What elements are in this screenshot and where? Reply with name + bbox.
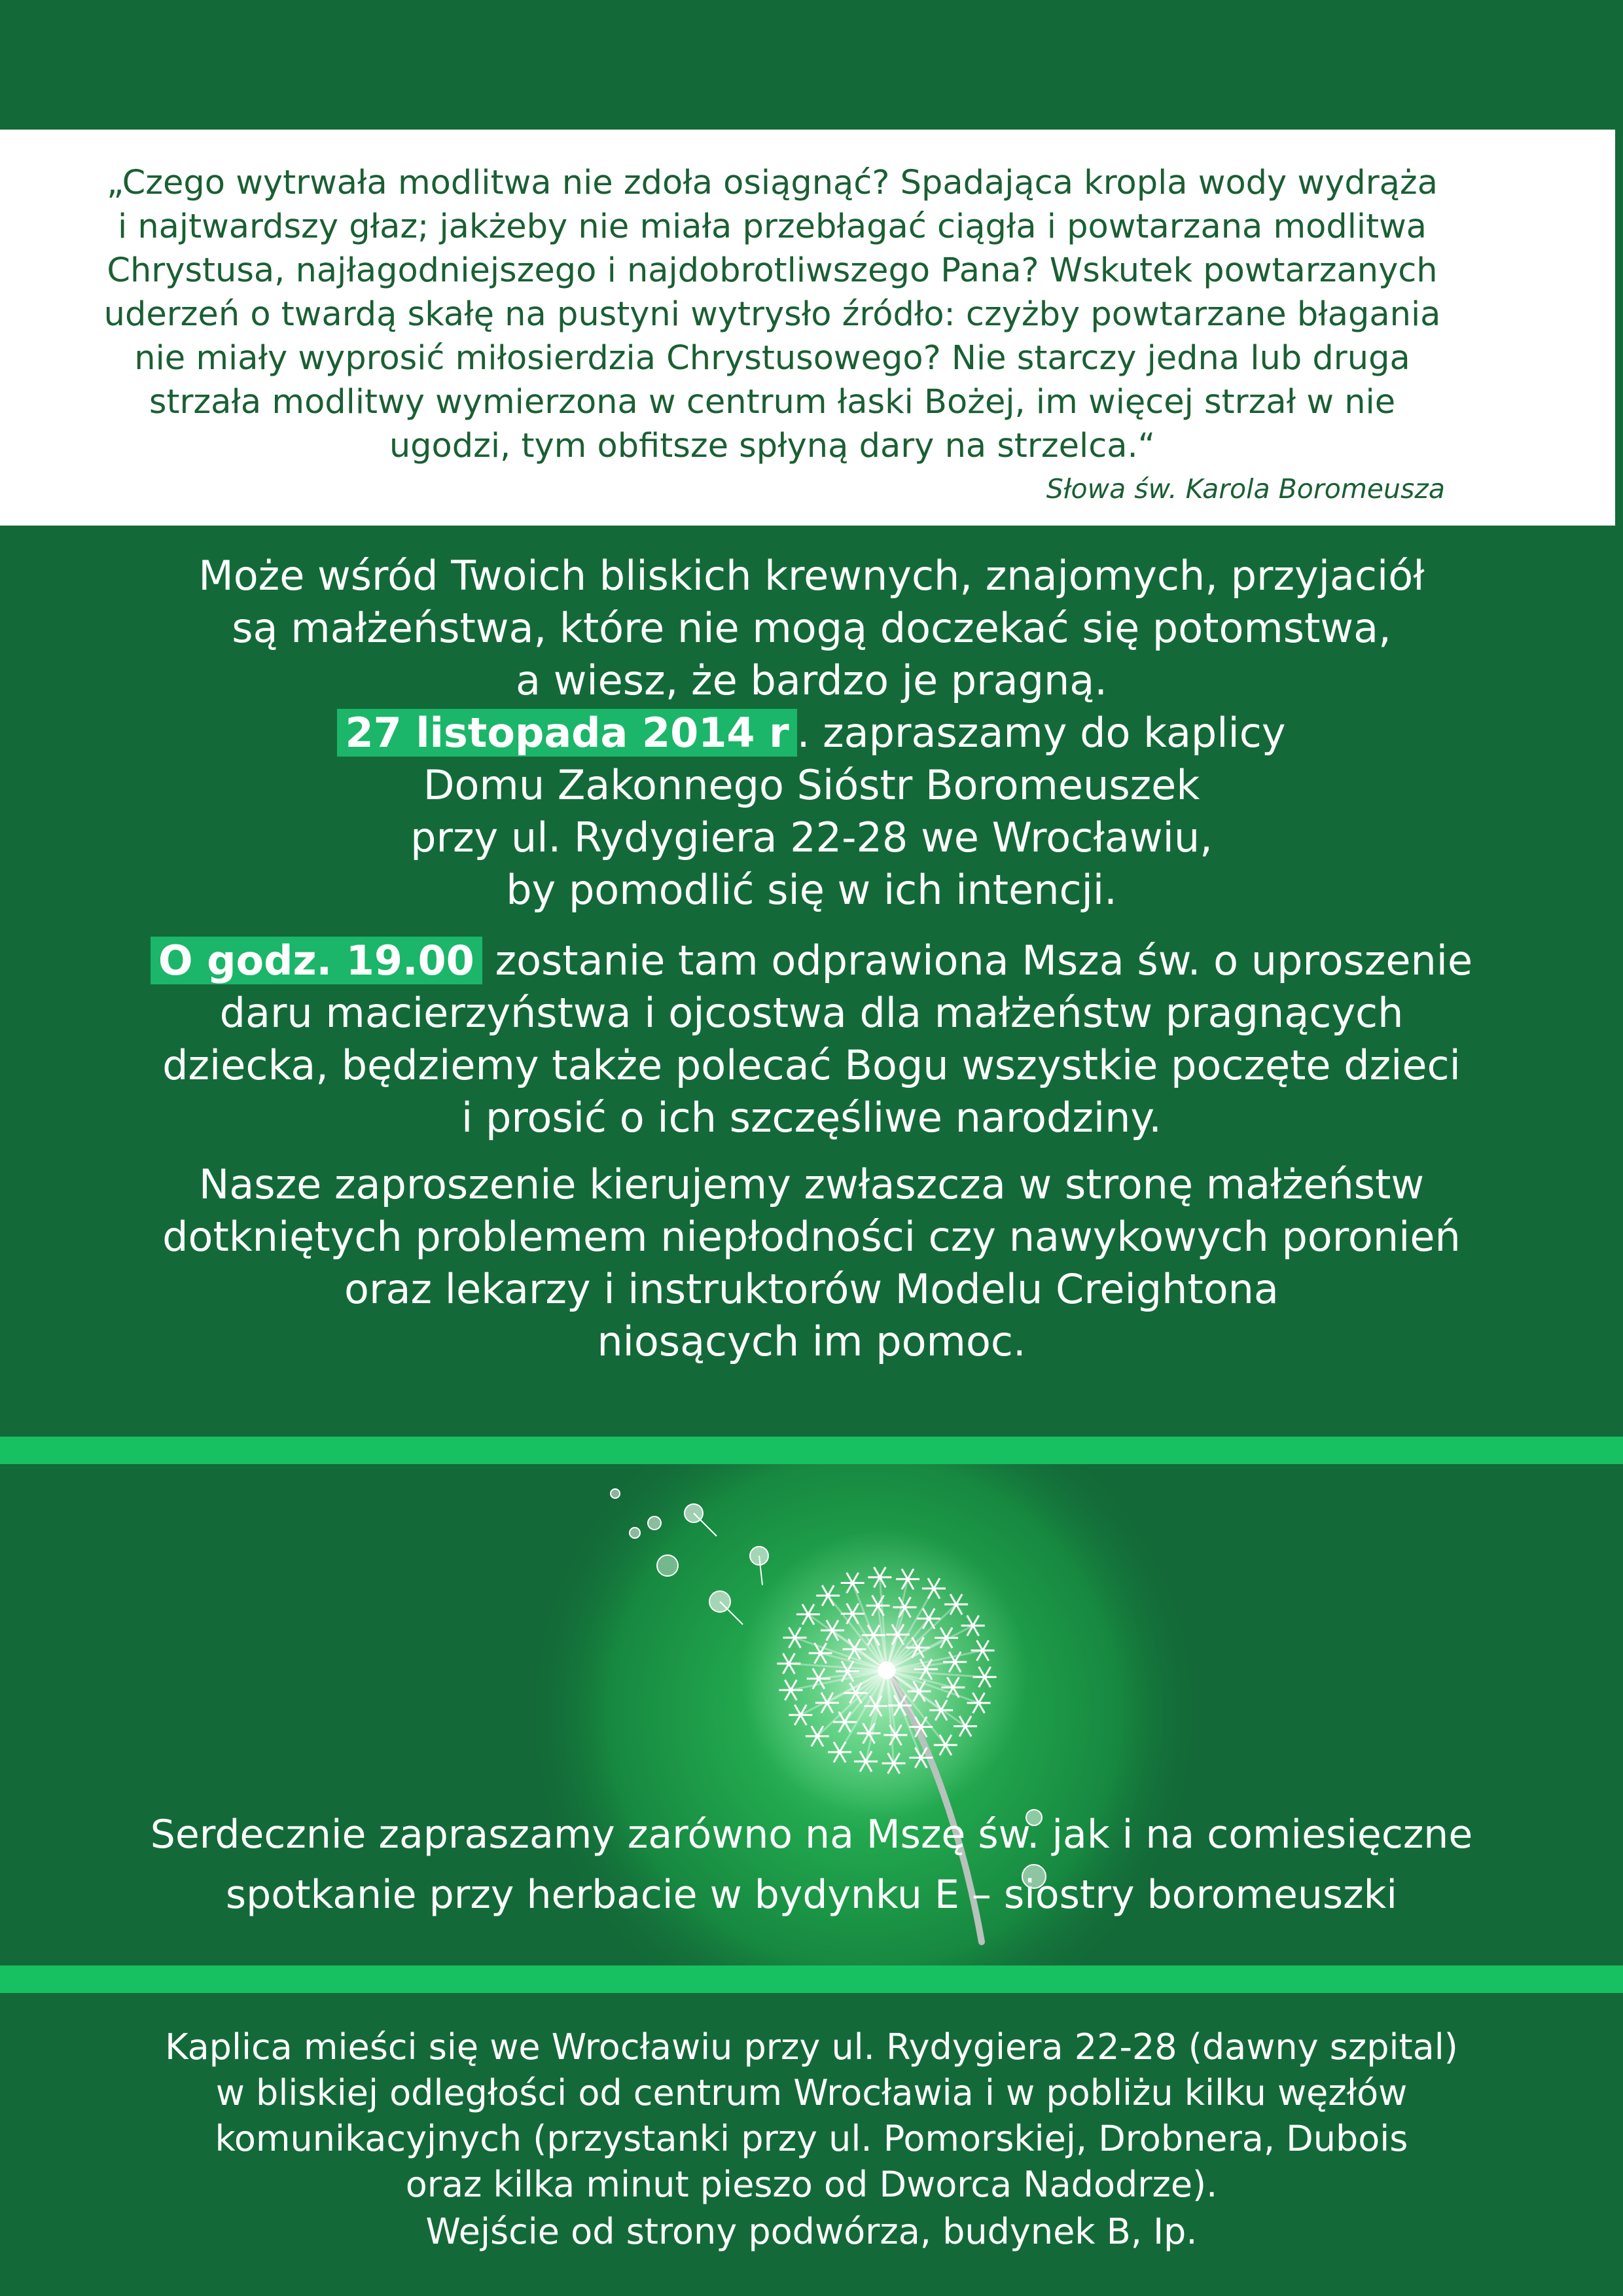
location-line: komunikacyjnych (przystanki przy ul. Pomorskiej, Drobnera, Dubois	[215, 2118, 1408, 2159]
dandelion-section	[0, 1464, 1623, 1965]
top-band	[0, 0, 1623, 130]
invite-line: i prosić o ich szczęśliwe narodziny.	[461, 1094, 1162, 1141]
divider-stripe	[0, 1965, 1623, 1993]
invite-line: Nasze zaproszenie kierujemy zwłaszcza w stronę małżeństw	[198, 1160, 1425, 1208]
entrance-line: Wejście od strony podwórza, budynek B, Ip.	[425, 2211, 1198, 2252]
closing-line: Serdecznie zapraszamy zarówno na Mszę św. jak i na comiesięczne	[150, 1812, 1473, 1857]
quote-text	[65, 161, 1479, 468]
quote-line: Chrystusa, najłagodniejszego i najdobrotliwszego Pana? Wskutek powtarzanych	[107, 251, 1438, 290]
invite-line: zostanie tam odprawiona Msza św. o uproszenie	[482, 937, 1473, 984]
date-highlight: 27 listopada 2014 r	[337, 709, 796, 757]
invite-line: by pomodlić się w ich intencji.	[506, 866, 1117, 914]
invite-line: dotkniętych problemem niepłodności czy nawykowych poronień	[162, 1213, 1461, 1261]
entrance-info	[0, 2209, 1623, 2255]
quote-line: ugodzi, tym obfitsze spłyną dary na strzelca.“	[389, 427, 1156, 465]
divider-stripe	[0, 1437, 1623, 1464]
invitation-text	[0, 550, 1623, 1368]
invite-line: . zapraszamy do kaplicy	[796, 709, 1286, 757]
quote-line: i najtwardszy głaz; jakżeby nie miała przebłagać ciągła i powtarzana modlitwa	[117, 207, 1427, 246]
invite-paragraph-1	[0, 550, 1623, 916]
invite-line: są małżeństwa, które nie mogą doczekać się potomstwa,	[232, 604, 1391, 652]
location-line: oraz kilka minut pieszo od Dworca Nadodrze).	[405, 2164, 1218, 2205]
quote-line: uderzeń o twardą skałę na pustyni wytrysło źródło: czyżby powtarzane błagania	[103, 295, 1441, 334]
invite-line: Domu Zakonnego Sióstr Boromeuszek	[423, 761, 1200, 809]
invite-line: niosących im pomoc.	[597, 1318, 1026, 1365]
location-line: Kaplica mieści się we Wrocławiu przy ul. Rydygiera 22-28 (dawny szpital)	[165, 2026, 1458, 2068]
invite-line: Może wśród Twoich bliskich krewnych, znajomych, przyjaciół	[198, 552, 1425, 600]
quote-line: strzała modlitwy wymierzona w centrum łaski Bożej, im więcej strzał w nie	[149, 383, 1396, 422]
invite-paragraph-2	[0, 935, 1623, 1144]
quote-line: nie miały wyprosić miłosierdzia Chrystusowego? Nie starczy jedna lub druga	[134, 339, 1410, 378]
location-info	[0, 2024, 1623, 2208]
location-line: w bliskiej odległości od centrum Wrocławia i w pobliżu kilku węzłów	[215, 2072, 1408, 2113]
quote-author: Słowa św. Karola Boromeusza	[1046, 473, 1445, 505]
closing-line: spotkanie przy herbacie w bydynku E – siostry boromeuszki	[225, 1872, 1398, 1918]
invitation-closing	[0, 1804, 1623, 1925]
invite-paragraph-3	[0, 1158, 1623, 1368]
invite-line: a wiesz, że bardzo je pragną.	[516, 656, 1107, 704]
footer	[0, 1993, 1623, 2296]
invite-line: dziecka, będziemy także polecać Bogu wszystkie poczęte dzieci	[162, 1041, 1461, 1089]
invite-line: przy ul. Rydygiera 22-28 we Wrocławiu,	[410, 814, 1213, 861]
invite-line: oraz lekarzy i instruktorów Modelu Creightona	[344, 1265, 1279, 1313]
invite-line: daru macierzyństwa i ojcostwa dla małżeństw pragnących	[219, 989, 1404, 1037]
quote-line: „Czego wytrwała modlitwa nie zdoła osiągnąć? Spadająca kropla wody wydrąża	[107, 164, 1438, 202]
quote-box	[0, 130, 1615, 526]
time-highlight: O godz. 19.00	[151, 937, 482, 984]
